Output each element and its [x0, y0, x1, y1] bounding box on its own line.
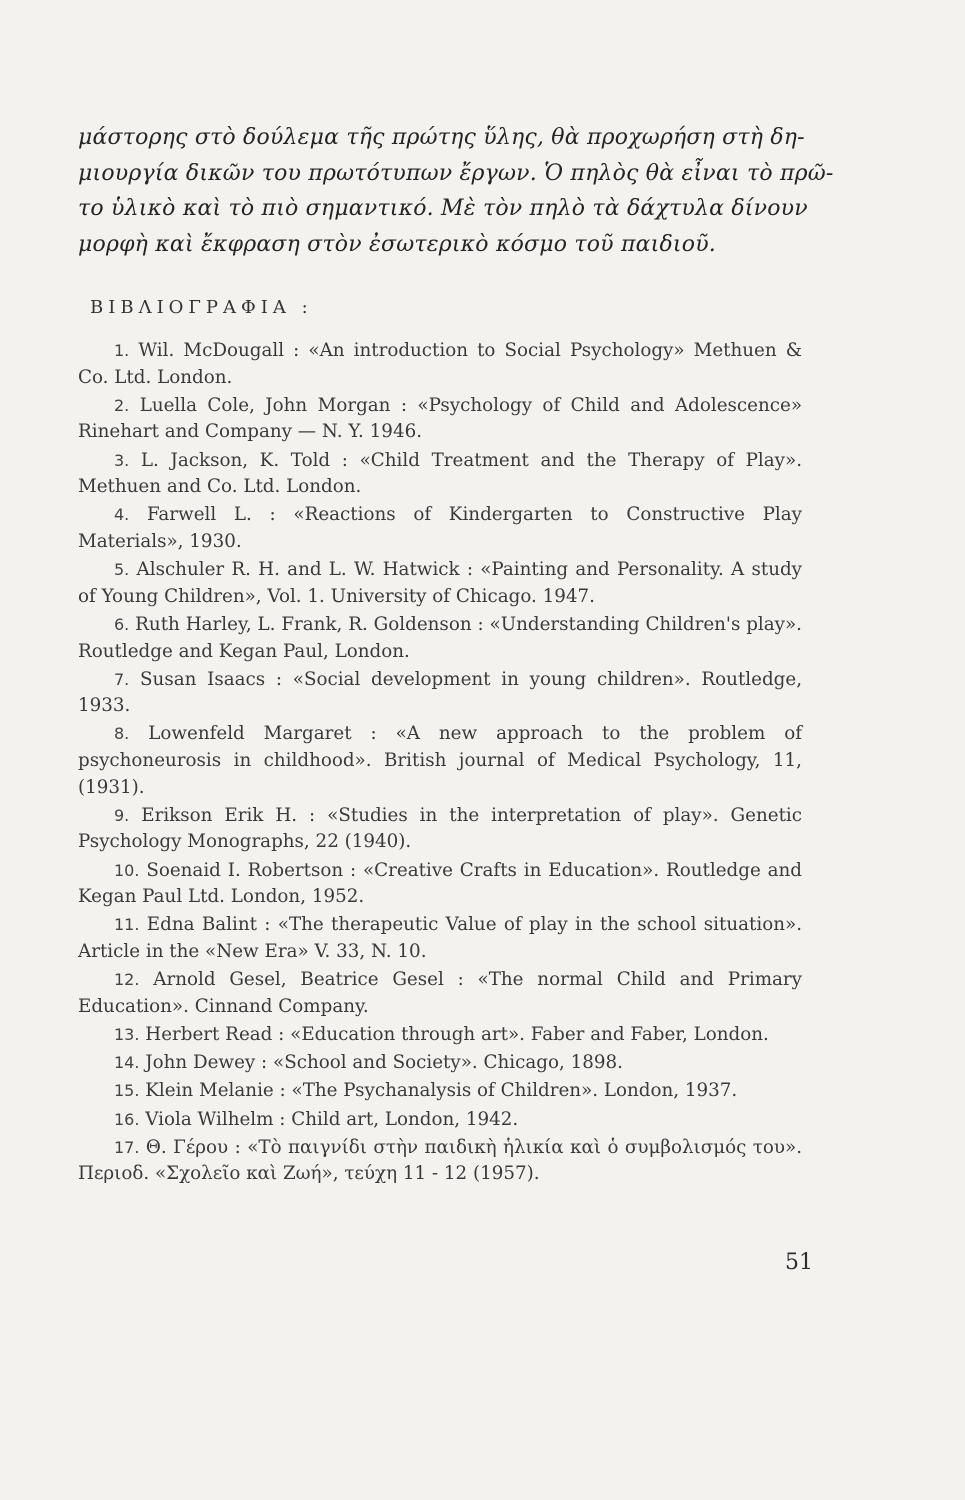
- bibliography-entry: [78, 393, 802, 446]
- entry-number: 10.: [114, 860, 140, 880]
- bibliography-entry: [78, 1107, 802, 1134]
- bibliography-list: [78, 338, 802, 1190]
- intro-line: μιουργία δικῶν του πρωτότυπων ἔργων. Ὁ πηλὸς θὰ εἶναι τὸ πρῶ-: [78, 160, 834, 186]
- bibliography-heading: ΒΙΒΛΙΟΓΡΑΦΙΑ :: [90, 297, 313, 318]
- entry-text: Wil. McDougall : «An introduction to Social Psychology» Methuen & Co. Ltd. London.: [78, 340, 802, 388]
- intro-paragraph: [78, 120, 834, 262]
- entry-text: Θ. Γέρου : «Τὸ παιγνίδι στὴν παιδικὴ ἡλικία καὶ ὁ συμβολισμός του». Περιοδ. «Σχολεῖο καὶ Ζωή», τεύχη 11 - 12 (1957).: [78, 1136, 803, 1185]
- bibliography-entry: [78, 721, 802, 801]
- entry-number: 1.: [114, 341, 130, 360]
- bibliography-entry: [78, 338, 802, 391]
- bibliography-entry: [78, 448, 802, 501]
- entry-number: 15.: [114, 1081, 140, 1101]
- entry-text: Alschuler R. H. and L. W. Hatwick : «Painting and Personality. A study of Young Children», Vol. 1. University of Chicago. 1947.: [78, 559, 803, 607]
- bibliography-entry: [78, 912, 802, 965]
- bibliography-entry: [78, 1050, 802, 1077]
- entry-number: 17.: [114, 1137, 140, 1157]
- entry-text: Herbert Read : «Education through art». Faber and Faber, London.: [145, 1023, 769, 1045]
- entry-text: Farwell L. : «Reactions of Kindergarten to Constructive Play Materials», 1930.: [78, 504, 803, 552]
- bibliography-entry: [78, 803, 802, 856]
- entry-number: 3.: [114, 450, 130, 470]
- bibliography-entry: [78, 612, 802, 665]
- entry-text: Erikson Erik H. : «Studies in the interpretation of play». Genetic Psychology Monographs, 22 (1940).: [78, 804, 803, 853]
- bibliography-entry: [78, 858, 802, 911]
- entry-number: 7.: [114, 669, 130, 689]
- entry-number: 4.: [114, 505, 130, 525]
- entry-text: L. Jackson, K. Told : «Child Treatment and the Therapy of Play». Methuen and Co. Ltd. London.: [78, 449, 803, 498]
- page-number: 51: [785, 1250, 813, 1275]
- entry-text: Susan Isaacs : «Social development in young children». Routledge, 1933.: [78, 668, 803, 717]
- entry-text: Klein Melanie : «The Psychanalysis of Children». London, 1937.: [145, 1080, 738, 1102]
- entry-number: 2.: [114, 395, 130, 415]
- intro-line: μάστορης στὸ δούλεμα τῆς πρώτης ὕλης, θὰ προχωρήση στὴ δη-: [78, 125, 805, 150]
- entry-number: 6.: [114, 614, 130, 634]
- entry-number: 8.: [114, 724, 130, 744]
- bibliography-entry: [78, 667, 802, 720]
- bibliography-entry: [78, 502, 802, 555]
- entry-text: Viola Wilhelm : Child art, London, 1942.: [145, 1108, 519, 1130]
- entry-number: 14.: [114, 1053, 140, 1073]
- entry-number: 16.: [114, 1109, 140, 1129]
- bibliography-entry: [78, 557, 802, 610]
- bibliography-entry: [78, 967, 802, 1020]
- entry-number: 5.: [114, 560, 130, 580]
- entry-number: 13.: [114, 1024, 140, 1044]
- intro-line: μορφὴ καὶ ἔκφραση στὸν ἐσωτερικὸ κόσμο τοῦ παιδιοῦ.: [78, 231, 716, 257]
- entry-text: Soenaid I. Robertson : «Creative Crafts in Education». Routledge and Kegan Paul Ltd. London, 1952.: [78, 859, 803, 908]
- entry-text: John Dewey : «School and Society». Chicago, 1898.: [145, 1052, 623, 1074]
- intro-line: το ὑλικὸ καὶ τὸ πιὸ σημαντικό. Μὲ τὸν πηλὸ τὰ δάχτυλα δίνουν: [78, 196, 808, 221]
- entry-text: Ruth Harley, L. Frank, R. Goldenson : «Understanding Children's play». Routledge and Kegan Paul, London.: [78, 613, 802, 662]
- bibliography-entry: [78, 1135, 802, 1188]
- bibliography-entry: [78, 1078, 802, 1105]
- bibliography-entry: [78, 1022, 802, 1049]
- entry-number: 11.: [114, 915, 140, 935]
- entry-text: Arnold Gesel, Beatrice Gesel : «The normal Child and Primary Education». Cinnand Company.: [78, 969, 802, 1017]
- entry-text: Edna Balint : «The therapeutic Value of play in the school situation». Article in the «New Era» V. 33, N. 10.: [78, 914, 803, 962]
- entry-number: 12.: [114, 970, 140, 990]
- entry-number: 9.: [114, 805, 130, 825]
- entry-text: Luella Cole, John Morgan : «Psychology of Child and Adolescence» Rinehart and Company — N. Y. 1946.: [78, 394, 803, 443]
- entry-text: Lowenfeld Margaret : «A new approach to the problem of psychoneurosis in childhood». British journal of Medical Psychology, 11, (1931).: [78, 723, 803, 798]
